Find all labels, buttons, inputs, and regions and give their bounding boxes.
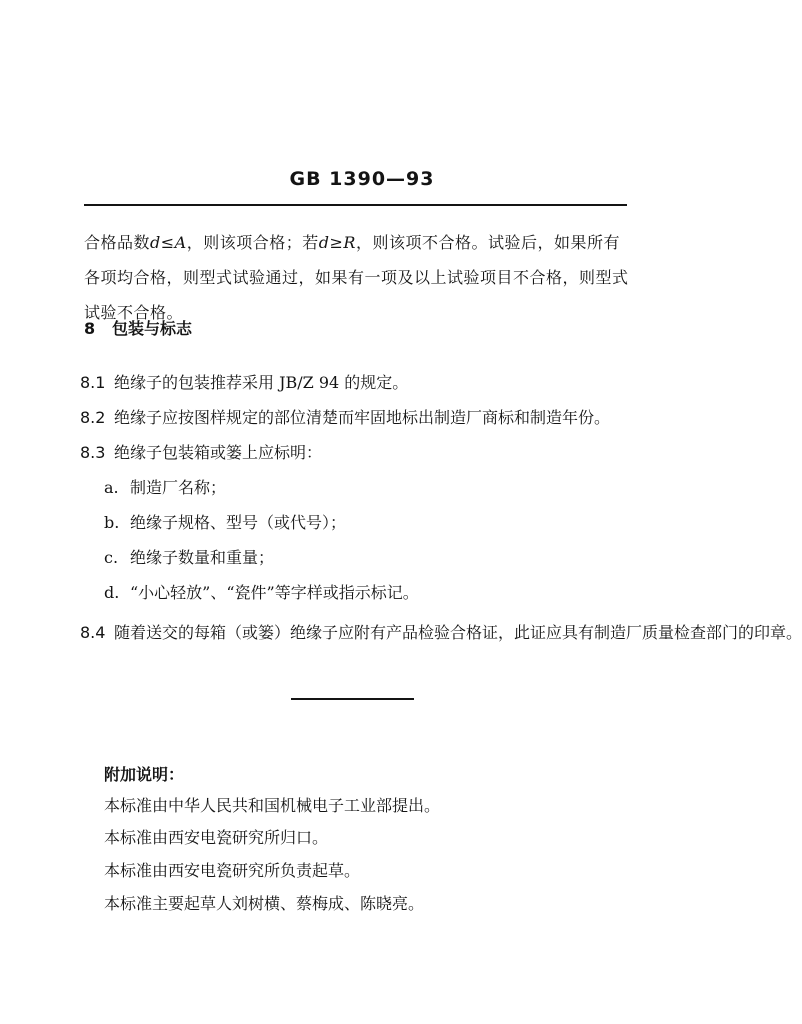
note-line: 本标准由中华人民共和国机械电子工业部提出。	[104, 796, 441, 815]
clause-number: 8.2	[80, 408, 106, 427]
sub-item-text: “小心轻放”、“瓷件”等字样或指示标记。	[130, 583, 419, 602]
section-number: 8	[84, 319, 96, 338]
clause-text: 绝缘子包装箱或篓上应标明：	[114, 443, 323, 462]
clause-8-4	[80, 620, 802, 643]
clause-number: 8.4	[80, 623, 106, 642]
note-line: 本标准由西安电瓷研究所归口。	[104, 828, 329, 847]
intro-paragraph	[84, 225, 629, 330]
intro-text-2: ，则该项合格；若	[186, 233, 319, 252]
sub-item-a	[104, 475, 226, 498]
clause-number: 8.1	[80, 373, 106, 392]
clause-8-3	[80, 440, 640, 463]
sub-item-letter: b.	[104, 513, 120, 532]
clause-text: 随着送交的每箱（或篓）绝缘子应附有产品检验合格证，此证应具有制造厂质量检查部门的印章。	[114, 623, 802, 642]
standard-number-header: GB 1390—93	[289, 168, 435, 190]
sub-item-c	[104, 545, 274, 568]
sub-item-letter: d.	[104, 583, 120, 602]
sub-item-text: 绝缘子规格、型号（或代号）；	[130, 513, 347, 532]
end-rule	[291, 698, 414, 700]
sub-item-b	[104, 510, 346, 533]
note-line: 本标准主要起草人刘树横、蔡梅成、陈晓亮。	[104, 894, 425, 913]
clause-number: 8.3	[80, 443, 106, 462]
sub-item-d	[104, 580, 419, 603]
intro-math-1: d≤A	[150, 233, 187, 252]
sub-item-letter: a.	[104, 478, 119, 497]
intro-text-3: ，则该项不合格。试验后，如果所有各项均合格，则型式试验通过，如果有一项及以上试验项目不合格，则型式试验不合格。	[84, 233, 629, 322]
notes-title: 附加说明：	[104, 765, 185, 784]
header-rule	[84, 204, 627, 206]
intro-text-1: 合格品数	[84, 233, 151, 252]
sub-item-text: 绝缘子数量和重量；	[130, 548, 275, 567]
sub-item-letter: c.	[104, 548, 119, 567]
section-heading	[84, 316, 192, 339]
clause-text: 绝缘子的包装推荐采用 JB/Z 94 的规定。	[114, 373, 409, 392]
sub-item-text: 制造厂名称；	[130, 478, 227, 497]
section-title: 包装与标志	[112, 319, 193, 338]
intro-math-2: d≥R	[318, 233, 356, 252]
clause-text: 绝缘子应按图样规定的部位清楚而牢固地标出制造厂商标和制造年份。	[114, 408, 611, 427]
clause-8-1	[80, 370, 640, 393]
note-line: 本标准由西安电瓷研究所负责起草。	[104, 861, 361, 880]
clause-8-2	[80, 405, 640, 428]
